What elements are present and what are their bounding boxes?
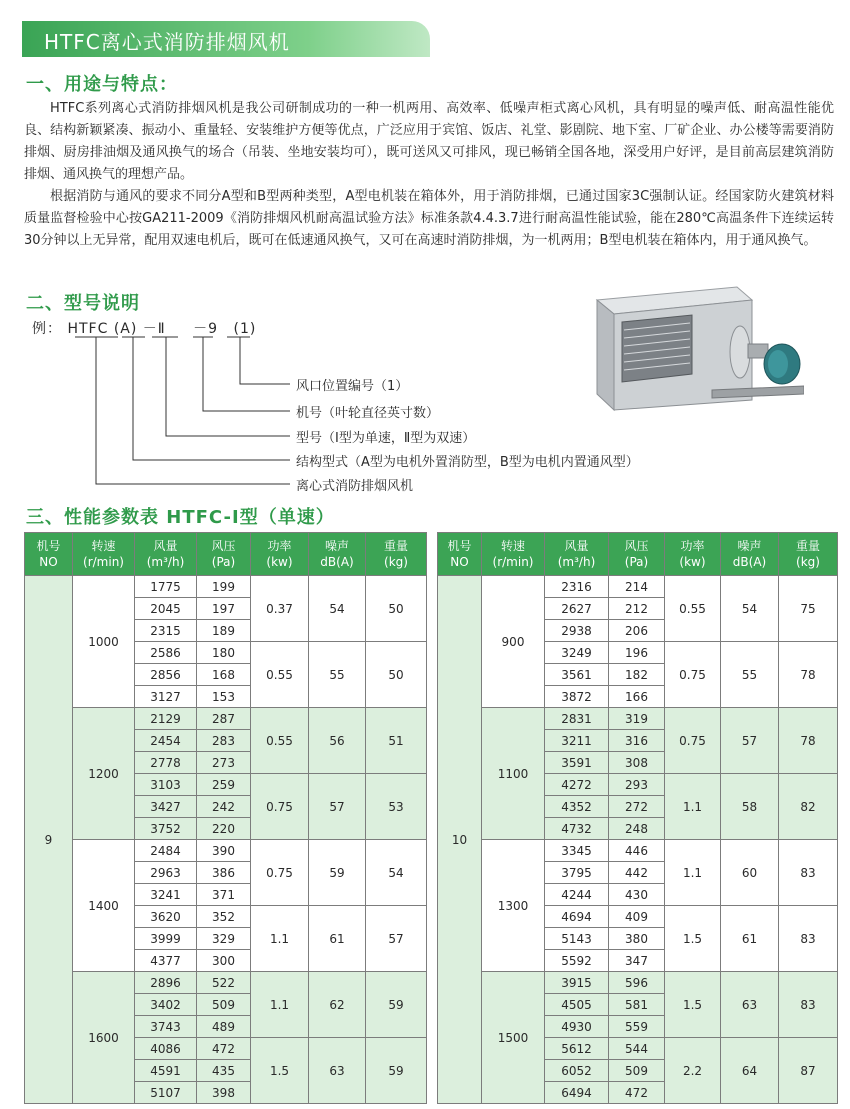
air-pressure: 182 bbox=[609, 664, 665, 686]
air-volume: 3743 bbox=[135, 1016, 197, 1038]
air-volume: 5143 bbox=[545, 928, 609, 950]
legend-fan-name: 离心式消防排烟风机 bbox=[296, 479, 414, 494]
column-header-unit: (kg) bbox=[384, 555, 408, 569]
section-heading-performance: 三、性能参数表 HTFC-Ⅰ型（单速） bbox=[26, 507, 335, 528]
model-part-9: －9 bbox=[193, 321, 219, 337]
air-pressure: 522 bbox=[197, 972, 251, 994]
air-volume: 4694 bbox=[545, 906, 609, 928]
air-pressure: 509 bbox=[609, 1060, 665, 1082]
machine-number: 9 bbox=[25, 576, 73, 1104]
air-volume: 2627 bbox=[545, 598, 609, 620]
air-pressure: 287 bbox=[197, 708, 251, 730]
noise: 57 bbox=[721, 708, 779, 774]
air-volume: 1775 bbox=[135, 576, 197, 598]
air-pressure: 442 bbox=[609, 862, 665, 884]
power: 0.75 bbox=[251, 774, 309, 840]
air-volume: 3752 bbox=[135, 818, 197, 840]
air-pressure: 293 bbox=[609, 774, 665, 796]
column-header-unit: dB(A) bbox=[732, 555, 767, 569]
air-volume: 3620 bbox=[135, 906, 197, 928]
fan-product-image bbox=[592, 282, 804, 412]
noise: 54 bbox=[721, 576, 779, 642]
column-header bbox=[779, 533, 838, 576]
column-header-title: 转速 bbox=[91, 539, 116, 553]
noise: 58 bbox=[721, 774, 779, 840]
air-volume: 4732 bbox=[545, 818, 609, 840]
noise: 63 bbox=[309, 1038, 366, 1104]
air-volume: 4086 bbox=[135, 1038, 197, 1060]
table-row bbox=[25, 840, 427, 862]
rotation-speed: 1600 bbox=[73, 972, 135, 1104]
air-pressure: 197 bbox=[197, 598, 251, 620]
weight: 83 bbox=[779, 840, 838, 906]
air-volume: 6052 bbox=[545, 1060, 609, 1082]
air-pressure: 242 bbox=[197, 796, 251, 818]
weight: 57 bbox=[366, 906, 427, 972]
air-pressure: 398 bbox=[197, 1082, 251, 1104]
air-pressure: 446 bbox=[609, 840, 665, 862]
air-pressure: 371 bbox=[197, 884, 251, 906]
air-pressure: 472 bbox=[609, 1082, 665, 1104]
air-volume: 3561 bbox=[545, 664, 609, 686]
table-row bbox=[438, 576, 838, 598]
column-header bbox=[25, 533, 73, 576]
air-pressure: 386 bbox=[197, 862, 251, 884]
air-pressure: 380 bbox=[609, 928, 665, 950]
model-part-htfc: HTFC bbox=[67, 321, 109, 337]
column-header-unit: (kw) bbox=[266, 555, 293, 569]
weight: 53 bbox=[366, 774, 427, 840]
column-header bbox=[721, 533, 779, 576]
air-volume: 2856 bbox=[135, 664, 197, 686]
column-header-unit: NO bbox=[450, 555, 469, 569]
air-pressure: 166 bbox=[609, 686, 665, 708]
air-volume: 2316 bbox=[545, 576, 609, 598]
column-header-unit: (m³/h) bbox=[557, 555, 596, 569]
rotation-speed: 1500 bbox=[482, 972, 545, 1104]
column-header bbox=[665, 533, 721, 576]
air-volume: 4352 bbox=[545, 796, 609, 818]
model-legend-lines bbox=[0, 0, 850, 500]
power: 0.55 bbox=[251, 642, 309, 708]
noise: 59 bbox=[309, 840, 366, 906]
table-row bbox=[438, 972, 838, 994]
air-pressure: 199 bbox=[197, 576, 251, 598]
air-volume: 2454 bbox=[135, 730, 197, 752]
power: 1.1 bbox=[251, 906, 309, 972]
performance-table-no10 bbox=[437, 532, 838, 1104]
column-header-title: 噪声 bbox=[737, 539, 762, 553]
noise: 60 bbox=[721, 840, 779, 906]
power: 0.55 bbox=[251, 708, 309, 774]
rotation-speed: 900 bbox=[482, 576, 545, 708]
column-header-unit: (Pa) bbox=[624, 555, 649, 569]
air-pressure: 596 bbox=[609, 972, 665, 994]
column-header-unit: (m³/h) bbox=[146, 555, 185, 569]
noise: 56 bbox=[309, 708, 366, 774]
column-header bbox=[609, 533, 665, 576]
column-header bbox=[366, 533, 427, 576]
air-pressure: 390 bbox=[197, 840, 251, 862]
noise: 64 bbox=[721, 1038, 779, 1104]
column-header-unit: NO bbox=[39, 555, 58, 569]
usage-paragraph-1: HTFC系列离心式消防排烟风机是我公司研制成功的一种一机两用、高效率、低噪声柜式离心风机，具有明显的噪声低、耐高温性能优良、结构新颖紧凑、振动小、重量轻、安装维护方便等优点，广泛应用于宾馆、饭店、礼堂、影剧院、地下室、厂矿企业、办公楼等需要消防排烟、厨房排油烟及通风换气的场合（吊装、坐地安装均可），既可送风又可排风，现已畅销全国各地，深受用户好评，是目前高层建筑消防排烟、通风换气的理想产品。 bbox=[24, 101, 834, 182]
air-volume: 3103 bbox=[135, 774, 197, 796]
column-header bbox=[73, 533, 135, 576]
air-volume: 3127 bbox=[135, 686, 197, 708]
air-pressure: 220 bbox=[197, 818, 251, 840]
air-volume: 3249 bbox=[545, 642, 609, 664]
column-header-title: 机号 bbox=[36, 539, 61, 553]
column-header bbox=[545, 533, 609, 576]
column-header bbox=[251, 533, 309, 576]
model-part-1: (1) bbox=[233, 321, 257, 337]
section-heading-model: 二、型号说明 bbox=[26, 293, 140, 314]
air-volume: 4591 bbox=[135, 1060, 197, 1082]
power: 0.75 bbox=[665, 642, 721, 708]
rotation-speed: 1000 bbox=[73, 576, 135, 708]
power: 1.1 bbox=[665, 774, 721, 840]
air-volume: 6494 bbox=[545, 1082, 609, 1104]
power: 0.75 bbox=[665, 708, 721, 774]
air-pressure: 168 bbox=[197, 664, 251, 686]
column-header-title: 机号 bbox=[447, 539, 472, 553]
air-pressure: 272 bbox=[609, 796, 665, 818]
table-row bbox=[25, 576, 427, 598]
air-volume: 3591 bbox=[545, 752, 609, 774]
air-pressure: 316 bbox=[609, 730, 665, 752]
noise: 57 bbox=[309, 774, 366, 840]
column-header-unit: (Pa) bbox=[211, 555, 236, 569]
weight: 83 bbox=[779, 972, 838, 1038]
air-pressure: 180 bbox=[197, 642, 251, 664]
air-pressure: 212 bbox=[609, 598, 665, 620]
air-pressure: 544 bbox=[609, 1038, 665, 1060]
weight: 78 bbox=[779, 708, 838, 774]
noise: 55 bbox=[309, 642, 366, 708]
air-pressure: 435 bbox=[197, 1060, 251, 1082]
air-pressure: 430 bbox=[609, 884, 665, 906]
air-volume: 3345 bbox=[545, 840, 609, 862]
noise: 63 bbox=[721, 972, 779, 1038]
air-pressure: 300 bbox=[197, 950, 251, 972]
model-part-a: (A) bbox=[113, 321, 138, 337]
air-pressure: 308 bbox=[609, 752, 665, 774]
column-header-title: 重量 bbox=[795, 539, 820, 553]
legend-structure: 结构型式（A型为电机外置消防型，B型为电机内置通风型） bbox=[296, 455, 639, 470]
air-pressure: 559 bbox=[609, 1016, 665, 1038]
legend-type: 型号（Ⅰ型为单速，Ⅱ型为双速） bbox=[296, 431, 476, 446]
air-volume: 5107 bbox=[135, 1082, 197, 1104]
air-volume: 4272 bbox=[545, 774, 609, 796]
machine-number: 10 bbox=[438, 576, 482, 1104]
column-header bbox=[135, 533, 197, 576]
table-row bbox=[438, 708, 838, 730]
air-volume: 2045 bbox=[135, 598, 197, 620]
model-prefix: 例： bbox=[32, 321, 62, 337]
noise: 61 bbox=[721, 906, 779, 972]
air-pressure: 206 bbox=[609, 620, 665, 642]
air-volume: 2831 bbox=[545, 708, 609, 730]
weight: 82 bbox=[779, 774, 838, 840]
air-pressure: 196 bbox=[609, 642, 665, 664]
noise: 55 bbox=[721, 642, 779, 708]
legend-machine-number: 机号（叶轮直径英寸数） bbox=[296, 406, 440, 421]
column-header bbox=[482, 533, 545, 576]
column-header bbox=[309, 533, 366, 576]
column-header-unit: (kw) bbox=[679, 555, 706, 569]
air-volume: 3872 bbox=[545, 686, 609, 708]
air-volume: 3999 bbox=[135, 928, 197, 950]
table-row bbox=[25, 708, 427, 730]
power: 1.5 bbox=[665, 972, 721, 1038]
column-header-unit: (r/min) bbox=[492, 555, 534, 569]
air-volume: 2484 bbox=[135, 840, 197, 862]
column-header-unit: (kg) bbox=[796, 555, 820, 569]
power: 2.2 bbox=[665, 1038, 721, 1104]
column-header-unit: dB(A) bbox=[320, 555, 354, 569]
air-volume: 2896 bbox=[135, 972, 197, 994]
air-pressure: 352 bbox=[197, 906, 251, 928]
power: 1.5 bbox=[665, 906, 721, 972]
column-header-title: 风量 bbox=[564, 539, 589, 553]
power: 1.1 bbox=[251, 972, 309, 1038]
air-pressure: 189 bbox=[197, 620, 251, 642]
weight: 50 bbox=[366, 642, 427, 708]
air-volume: 5592 bbox=[545, 950, 609, 972]
weight: 51 bbox=[366, 708, 427, 774]
air-volume: 3795 bbox=[545, 862, 609, 884]
column-header-title: 功率 bbox=[680, 539, 705, 553]
air-volume: 5612 bbox=[545, 1038, 609, 1060]
column-header-title: 风量 bbox=[153, 539, 178, 553]
weight: 50 bbox=[366, 576, 427, 642]
air-pressure: 248 bbox=[609, 818, 665, 840]
air-volume: 4377 bbox=[135, 950, 197, 972]
weight: 83 bbox=[779, 906, 838, 972]
air-volume: 2586 bbox=[135, 642, 197, 664]
rotation-speed: 1300 bbox=[482, 840, 545, 972]
power: 0.37 bbox=[251, 576, 309, 642]
rotation-speed: 1400 bbox=[73, 840, 135, 972]
air-pressure: 409 bbox=[609, 906, 665, 928]
column-header-title: 风压 bbox=[211, 539, 236, 553]
column-header bbox=[197, 533, 251, 576]
weight: 75 bbox=[779, 576, 838, 642]
power: 0.55 bbox=[665, 576, 721, 642]
column-header-title: 转速 bbox=[500, 539, 525, 553]
air-volume: 2778 bbox=[135, 752, 197, 774]
air-pressure: 581 bbox=[609, 994, 665, 1016]
air-volume: 3427 bbox=[135, 796, 197, 818]
column-header-title: 功率 bbox=[267, 539, 292, 553]
table-row bbox=[438, 840, 838, 862]
weight: 54 bbox=[366, 840, 427, 906]
column-header bbox=[438, 533, 482, 576]
weight: 59 bbox=[366, 1038, 427, 1104]
air-pressure: 472 bbox=[197, 1038, 251, 1060]
rotation-speed: 1100 bbox=[482, 708, 545, 840]
air-pressure: 259 bbox=[197, 774, 251, 796]
air-pressure: 489 bbox=[197, 1016, 251, 1038]
section-heading-usage: 一、用途与特点： bbox=[26, 74, 178, 95]
air-volume: 4505 bbox=[545, 994, 609, 1016]
air-volume: 3402 bbox=[135, 994, 197, 1016]
table-row bbox=[25, 972, 427, 994]
air-volume: 2963 bbox=[135, 862, 197, 884]
noise: 54 bbox=[309, 576, 366, 642]
air-pressure: 153 bbox=[197, 686, 251, 708]
air-pressure: 319 bbox=[609, 708, 665, 730]
air-volume: 4930 bbox=[545, 1016, 609, 1038]
legend-outlet-position: 风口位置编号（1） bbox=[296, 379, 409, 394]
usage-paragraph-2: 根据消防与通风的要求不同分A型和B型两种类型，A型电机装在箱体外，用于消防排烟，已通过国家3C强制认证。经国家防火建筑材料质量监督检验中心按GA211-2009《消防排烟风机耐高温试验方法》标准条款4.4.3.7进行耐高温性能试验，能在280℃高温条件下连续运转30分钟以上无异常，配用双速电机后，既可在低速通风换气，又可在高速时消防排烟，为一机两用；B型电机装在箱体内，用于通风换气。 bbox=[24, 189, 834, 248]
air-pressure: 283 bbox=[197, 730, 251, 752]
performance-table-no9 bbox=[24, 532, 427, 1104]
page-title: HTFC离心式消防排烟风机 bbox=[44, 30, 290, 54]
power: 1.5 bbox=[251, 1038, 309, 1104]
column-header-title: 风压 bbox=[624, 539, 649, 553]
air-pressure: 329 bbox=[197, 928, 251, 950]
column-header-title: 噪声 bbox=[324, 539, 349, 553]
rotation-speed: 1200 bbox=[73, 708, 135, 840]
air-volume: 3241 bbox=[135, 884, 197, 906]
air-volume: 3211 bbox=[545, 730, 609, 752]
air-volume: 3915 bbox=[545, 972, 609, 994]
weight: 59 bbox=[366, 972, 427, 1038]
noise: 62 bbox=[309, 972, 366, 1038]
air-pressure: 273 bbox=[197, 752, 251, 774]
weight: 78 bbox=[779, 642, 838, 708]
power: 0.75 bbox=[251, 840, 309, 906]
air-volume: 4244 bbox=[545, 884, 609, 906]
air-pressure: 347 bbox=[609, 950, 665, 972]
air-volume: 2938 bbox=[545, 620, 609, 642]
model-part-ii: －Ⅱ bbox=[142, 321, 166, 337]
column-header-unit: (r/min) bbox=[83, 555, 124, 569]
air-volume: 2129 bbox=[135, 708, 197, 730]
weight: 87 bbox=[779, 1038, 838, 1104]
air-pressure: 509 bbox=[197, 994, 251, 1016]
column-header-title: 重量 bbox=[383, 539, 408, 553]
air-pressure: 214 bbox=[609, 576, 665, 598]
noise: 61 bbox=[309, 906, 366, 972]
air-volume: 2315 bbox=[135, 620, 197, 642]
power: 1.1 bbox=[665, 840, 721, 906]
